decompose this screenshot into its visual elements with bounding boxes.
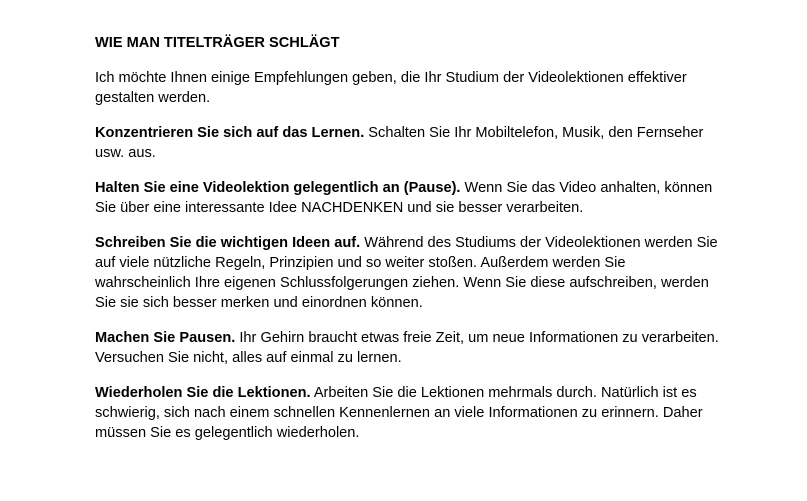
tip-lead: Schreiben Sie die wichtigen Ideen auf.: [95, 235, 361, 251]
tip-text: Arbeiten Sie die Lektionen mehrmals durch. Natürlich ist es schwierig, sich nach einem schnellen Kennenlernen an viele Informationen zu erinnern. Daher müssen Sie es gelegentlich wiederholen.: [95, 385, 703, 441]
tip-text: Schalten Sie Ihr Mobiltelefon, Musik, den Fernseher usw. aus.: [95, 125, 704, 161]
tip-text: Ihr Gehirn braucht etwas freie Zeit, um neue Informationen zu verarbeiten. Versuchen Sie nicht, alles auf einmal zu lernen.: [95, 330, 719, 366]
tip-paragraph-pause-video: [95, 178, 725, 218]
intro-paragraph: Ich möchte Ihnen einige Empfehlungen geben, die Ihr Studium der Videolektionen effektiver gestalten werden.: [95, 70, 687, 106]
document-page: [95, 33, 725, 458]
tip-paragraph-take-breaks: [95, 328, 725, 368]
document-title: WIE MAN TITELTRÄGER SCHLÄGT: [95, 35, 340, 51]
tip-text: Während des Studiums der Videolektionen werden Sie auf viele nützliche Regeln, Prinzipien und so weiter stoßen. Außerdem werden Sie wahrscheinlich Ihre eigenen Schlussfolgerungen ziehen. Wenn Sie diese aufschreiben, werden Sie sie sich besser merken und einordnen können.: [95, 235, 718, 311]
tip-paragraph-repeat-lessons: [95, 383, 725, 443]
tip-lead: Konzentrieren Sie sich auf das Lernen.: [95, 125, 365, 141]
tip-lead: Machen Sie Pausen.: [95, 330, 236, 346]
tip-paragraph-write-ideas: [95, 233, 725, 313]
tip-paragraph-focus: [95, 123, 725, 163]
tip-text: Wenn Sie das Video anhalten, können Sie über eine interessante Idee NACHDENKEN und sie besser verarbeiten.: [95, 180, 713, 216]
tip-lead: Halten Sie eine Videolektion gelegentlich an (Pause).: [95, 180, 461, 196]
tip-lead: Wiederholen Sie die Lektionen.: [95, 385, 311, 401]
